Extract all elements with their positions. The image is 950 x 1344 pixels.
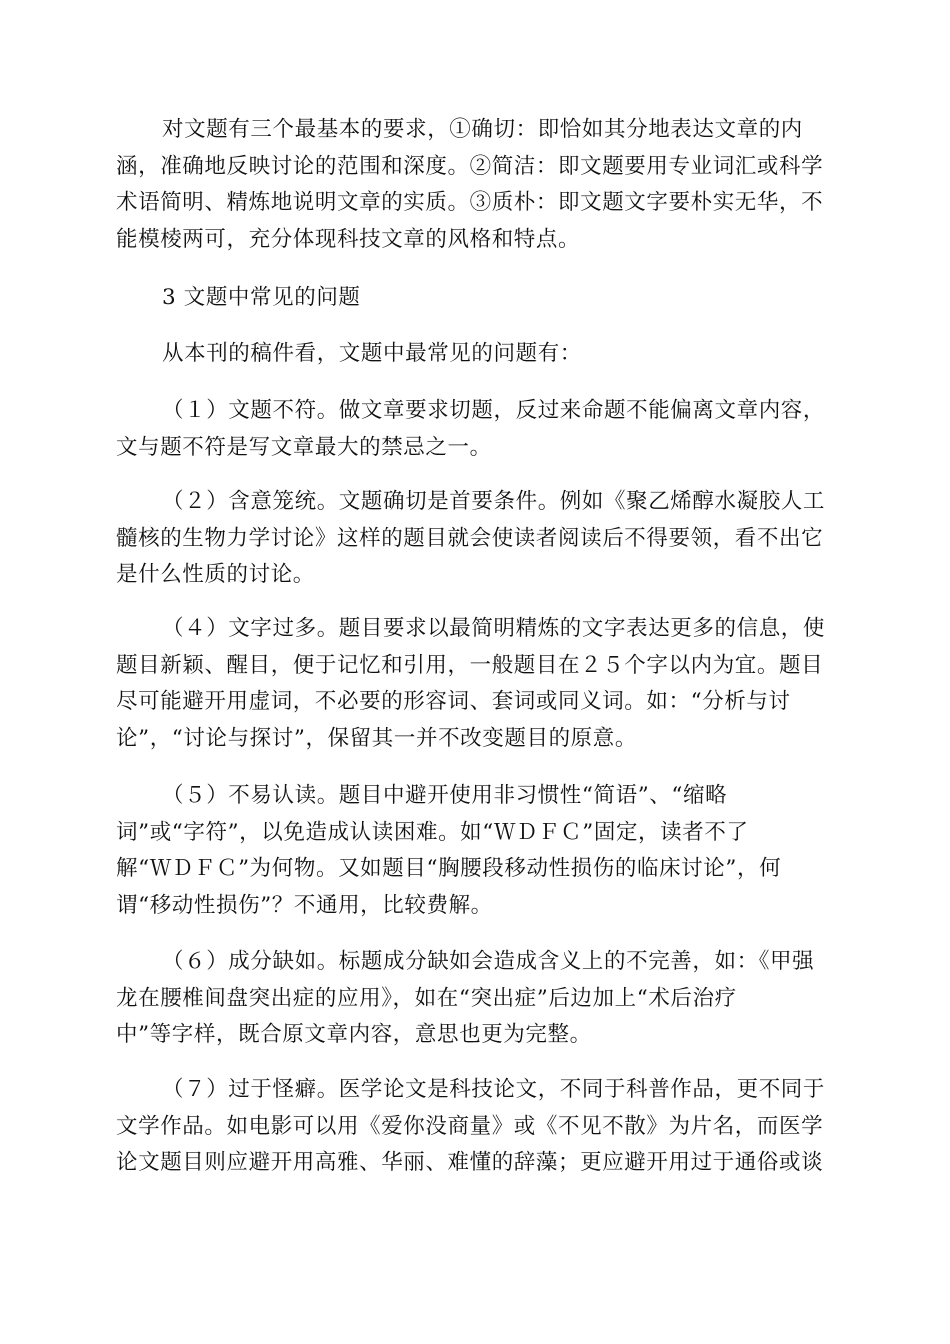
text-line: 词”或“字符”，以免造成认读困难。如“ＷＤＦＣ”固定，读者不了	[116, 819, 749, 845]
text-line: 谓“移动性损伤”？不通用，比较费解。	[116, 892, 493, 918]
text-line: 龙在腰椎间盘突出症的应用》，如在“突出症”后边加上“术后治疗	[116, 985, 737, 1011]
paragraph-item-6	[116, 944, 836, 1054]
text-line: （２）含意笼统。文题确切是首要条件。例如《聚乙烯醇水凝胶人工	[162, 489, 826, 514]
text-line: 是什么性质的讨论。	[116, 562, 315, 587]
text-line: 解“ＷＤＦＣ”为何物。又如题目“胸腰段移动性损伤的临床讨论”，何	[116, 856, 782, 881]
section-heading	[116, 280, 836, 317]
text-line: 文与题不符是写文章最大的禁忌之一。	[116, 434, 492, 460]
text-line: 中”等字样，既合原文章内容，意思也更为完整。	[116, 1022, 592, 1047]
text-line: 从本刊的稿件看，文题中最常见的问题有：	[162, 341, 582, 366]
text-line: 题目新颖、醒目，便于记忆和引用，一般题目在２５个字以内为宜。题目	[116, 652, 824, 678]
text-line: 能模棱两可，充分体现科技文章的风格和特点。	[116, 226, 581, 252]
paragraph-basic-requirements	[116, 112, 836, 258]
text-line: 文学作品。如电影可以用《爱你没商量》或《不见不散》为片名，而医学	[116, 1113, 824, 1139]
paragraph-item-5	[116, 778, 836, 924]
text-line: 涵，准确地反映讨论的范围和深度。②简洁：即文题要用专业词汇或科学	[116, 153, 824, 179]
text-line: 术语简明、精炼地说明文章的实质。③质朴：即文题文字要朴实无华，不	[116, 190, 824, 215]
text-line: 髓核的生物力学讨论》这样的题目就会使读者阅读后不得要领，看不出它	[116, 525, 824, 551]
paragraph-item-7	[116, 1072, 836, 1182]
text-line: （１）文题不符。做文章要求切题，反过来命题不能偏离文章内容，	[162, 398, 826, 423]
text-line: 论”，“讨论与探讨”，保留其一并不改变题目的原意。	[116, 725, 637, 751]
text-line: （７）过于怪癖。医学论文是科技论文，不同于科普作品，更不同于	[162, 1077, 826, 1102]
text-line: （４）文字过多。题目要求以最简明精炼的文字表达更多的信息，使	[162, 616, 826, 641]
text-line: （６）成分缺如。标题成分缺如会造成含义上的不完善，如：《甲强	[162, 949, 815, 974]
text-line: （５）不易认读。题目中避开使用非习惯性“简语”、“缩略	[162, 783, 728, 808]
paragraph-intro	[116, 336, 836, 373]
paragraph-item-4	[116, 611, 836, 757]
section-heading-text: 3 文题中常见的问题	[162, 285, 361, 310]
text-line: 尽可能避开用虚词，不必要的形容词、套词或同义词。如：“分析与讨	[116, 689, 791, 714]
paragraph-item-1	[116, 393, 836, 466]
text-line: 对文题有三个最基本的要求，①确切：即恰如其分地表达文章的内	[162, 117, 803, 142]
paragraph-item-2	[116, 484, 836, 594]
text-line: 论文题目则应避开用高雅、华丽、难懂的辞藻；更应避开用过于通俗或谈	[116, 1150, 824, 1175]
